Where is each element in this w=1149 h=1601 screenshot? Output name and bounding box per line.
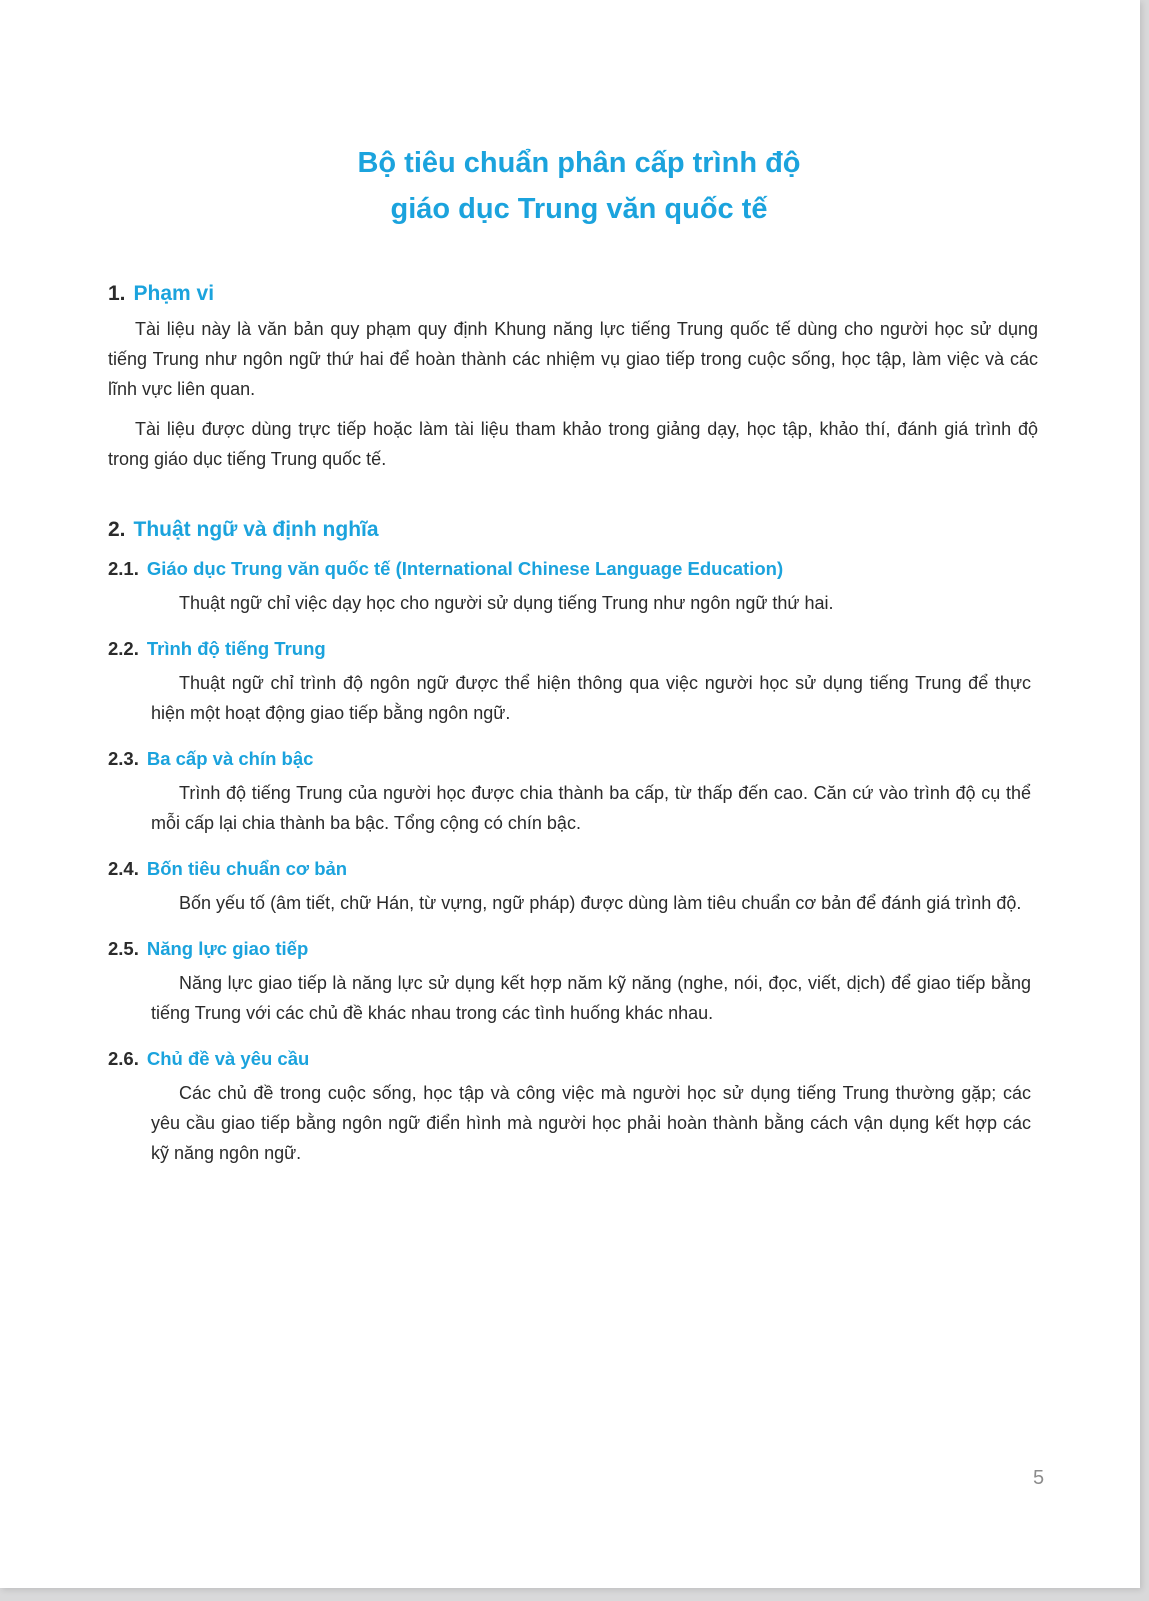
definition-item (108, 856, 1038, 918)
paragraph: Tài liệu được dùng trực tiếp hoặc làm tài liệu tham khảo trong giảng dạy, học tập, khảo thí, đánh giá trình độ trong giáo dục tiếng Trung quốc tế. (108, 419, 1038, 469)
page-title (108, 140, 1038, 232)
definition-text: Thuật ngữ chỉ trình độ ngôn ngữ được thể hiện thông qua việc người học sử dụng tiếng Trung để thực hiện một hoạt động giao tiếp bằng ngôn ngữ. (151, 673, 1031, 723)
definition-number: 2.6. (108, 1048, 139, 1069)
definition-heading (108, 856, 1038, 882)
definition-item (108, 936, 1038, 1028)
section-number: 1. (108, 282, 126, 305)
definition-text: Các chủ đề trong cuộc sống, học tập và công việc mà người học sử dụng tiếng Trung thường gặp; các yêu cầu giao tiếp bằng ngôn ngữ điển hình mà người học phải hoàn thành bằng cách vận dụng kết hợp các kỹ năng ngôn ngữ. (151, 1083, 1031, 1163)
definition-number: 2.1. (108, 558, 139, 579)
section-scope (108, 280, 1038, 474)
paragraph: Tài liệu này là văn bản quy phạm quy định Khung năng lực tiếng Trung quốc tế dùng cho người học sử dụng tiếng Trung như ngôn ngữ thứ hai để hoàn thành các nhiệm vụ giao tiếp trong cuộc sống, học tập, làm việc và các lĩnh vực liên quan. (108, 319, 1038, 399)
definition-text: Năng lực giao tiếp là năng lực sử dụng kết hợp năm kỹ năng (nghe, nói, đọc, viết, dịch) để giao tiếp bằng tiếng Trung với các chủ đề khác nhau trong các tình huống khác nhau. (151, 973, 1031, 1023)
section-heading (108, 280, 1038, 308)
definition-term: Trình độ tiếng Trung (146, 638, 326, 659)
section-terms-definitions (108, 516, 1038, 1168)
definition-heading (108, 636, 1038, 662)
definition-term: Bốn tiêu chuẩn cơ bản (146, 858, 348, 879)
definition-number: 2.2. (108, 638, 139, 659)
definition-text: Thuật ngữ chỉ việc dạy học cho người sử dụng tiếng Trung như ngôn ngữ thứ hai. (179, 593, 834, 613)
definition-number: 2.4. (108, 858, 139, 879)
section-title: Phạm vi (133, 282, 215, 305)
definition-item (108, 1046, 1038, 1168)
definition-text: Trình độ tiếng Trung của người học được chia thành ba cấp, từ thấp đến cao. Căn cứ vào trình độ cụ thể mỗi cấp lại chia thành ba bậc. Tổng cộng có chín bậc. (151, 783, 1031, 833)
definition-term: Chủ đề và yêu cầu (146, 1048, 310, 1069)
definition-item (108, 556, 1038, 618)
definition-term: Giáo dục Trung văn quốc tế (International Chinese Language Education) (146, 558, 784, 579)
definition-heading (108, 746, 1038, 772)
definition-term: Năng lực giao tiếp (146, 938, 309, 959)
page-content (108, 140, 1038, 1168)
definition-number: 2.3. (108, 748, 139, 769)
section-title: Thuật ngữ và định nghĩa (133, 518, 379, 541)
definition-heading (108, 556, 1038, 582)
definition-item (108, 746, 1038, 838)
definition-number: 2.5. (108, 938, 139, 959)
page-number: 5 (1033, 1467, 1045, 1489)
section-number: 2. (108, 518, 126, 541)
title-line-2: giáo dục Trung văn quốc tế (390, 193, 768, 225)
section-heading (108, 516, 1038, 544)
definition-term: Ba cấp và chín bậc (146, 748, 314, 769)
title-line-1: Bộ tiêu chuẩn phân cấp trình độ (357, 147, 801, 179)
definition-heading (108, 936, 1038, 962)
definition-item (108, 636, 1038, 728)
definition-text: Bốn yếu tố (âm tiết, chữ Hán, từ vựng, ngữ pháp) được dùng làm tiêu chuẩn cơ bản để đánh giá trình độ. (179, 893, 1022, 913)
definition-heading (108, 1046, 1038, 1072)
